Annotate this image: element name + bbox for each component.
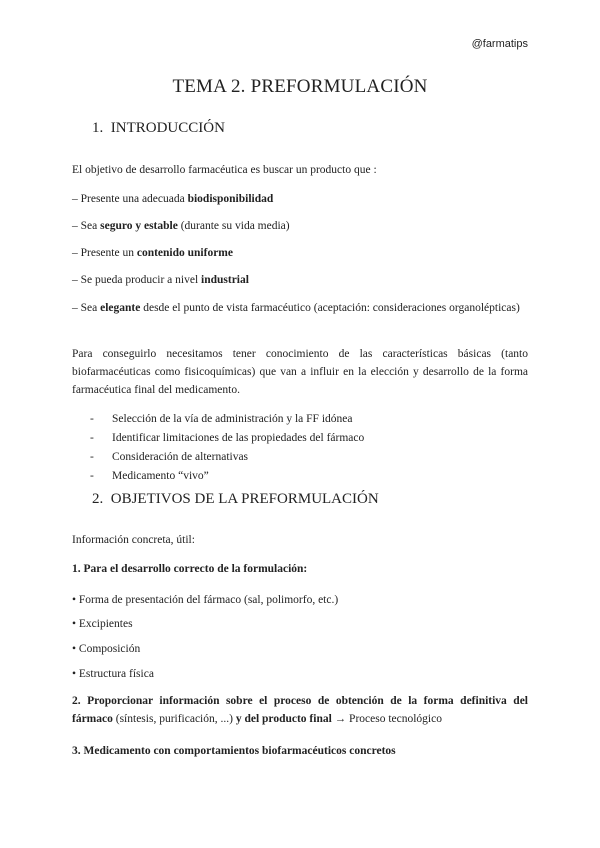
section-number: 2. <box>92 491 104 507</box>
objetivos-subitem: • Excipientes <box>72 618 133 630</box>
list-item <box>90 448 364 467</box>
intro-paragraph: Para conseguirlo necesitamos tener conocimiento de las características básicas (tanto biofarmacéuticas como fisicoquímicas) que van a influir en la elección y desarrollo de la forma farmacéutica final del medicamento. <box>72 348 528 396</box>
point-bold: contenido uniforme <box>136 247 233 259</box>
list-item <box>90 410 364 429</box>
section-number: 1. <box>92 120 104 136</box>
objetivos-item-1 <box>72 560 528 578</box>
intro-point <box>72 271 528 289</box>
section-heading-objetivos <box>92 491 379 508</box>
objetivos-item-3 <box>72 742 528 760</box>
point-text: – Presente un <box>72 247 137 259</box>
list-item-text: Consideración de alternativas <box>112 451 249 463</box>
objetivos-subitem: • Forma de presentación del fármaco (sal, polimorfo, etc.) <box>72 594 339 606</box>
point-text: – Presente una adecuada <box>72 193 188 205</box>
intro-bullet-list <box>90 410 364 486</box>
intro-lead: El objetivo de desarrollo farmacéutica es buscar un producto que : <box>72 164 377 176</box>
item-bold: 2. Proporcionar información sobre el proceso de obtención de la forma definitiva del fármaco <box>72 695 528 725</box>
point-bold: elegante <box>100 302 141 314</box>
point-bold: industrial <box>201 274 249 286</box>
point-text: – Sea <box>72 302 101 314</box>
dash-marker: - <box>90 451 94 463</box>
objetivos-item-2 <box>72 692 528 728</box>
section-title: INTRODUCCIÓN <box>110 120 225 136</box>
dash-marker: - <box>90 470 94 482</box>
intro-point <box>72 299 528 317</box>
item-text: (síntesis, purificación, ...) <box>112 713 236 725</box>
item-bold: 3. Medicamento con comportamientos biofarmacéuticos concretos <box>72 745 396 757</box>
list-item <box>90 429 364 448</box>
item-bold: y del producto final <box>235 713 332 725</box>
dash-marker: - <box>90 432 94 444</box>
objetivos-lead: Información concreta, útil: <box>72 534 195 546</box>
point-bold: seguro y estable <box>100 220 178 232</box>
list-item-text: Identificar limitaciones de las propiedades del fármaco <box>112 432 365 444</box>
section-title: OBJETIVOS DE LA PREFORMULACIÓN <box>110 491 379 507</box>
item-text: → Proceso tecnológico <box>331 713 442 725</box>
objetivos-subitem: • Estructura física <box>72 668 154 680</box>
list-item <box>90 467 364 486</box>
section-heading-introduccion <box>92 120 225 137</box>
intro-point <box>72 244 528 262</box>
point-text: – Sea <box>72 220 101 232</box>
list-item-text: Medicamento “vivo” <box>112 470 209 482</box>
point-text: desde el punto de vista farmacéutico (aceptación: consideraciones organolépticas) <box>140 302 520 314</box>
point-text: – Se pueda producir a nivel <box>72 274 202 286</box>
objetivos-subitem: • Composición <box>72 643 141 655</box>
intro-point <box>72 217 528 235</box>
item-bold: 1. Para el desarrollo correcto de la formulación: <box>72 563 308 575</box>
list-item-text: Selección de la vía de administración y la FF idónea <box>112 413 353 425</box>
point-text: (durante su vida media) <box>177 220 290 232</box>
dash-marker: - <box>90 413 94 425</box>
intro-point <box>72 190 528 208</box>
page-title: TEMA 2. PREFORMULACIÓN <box>172 76 428 97</box>
watermark: @farmatips <box>471 38 528 50</box>
point-bold: biodisponibilidad <box>187 193 274 205</box>
